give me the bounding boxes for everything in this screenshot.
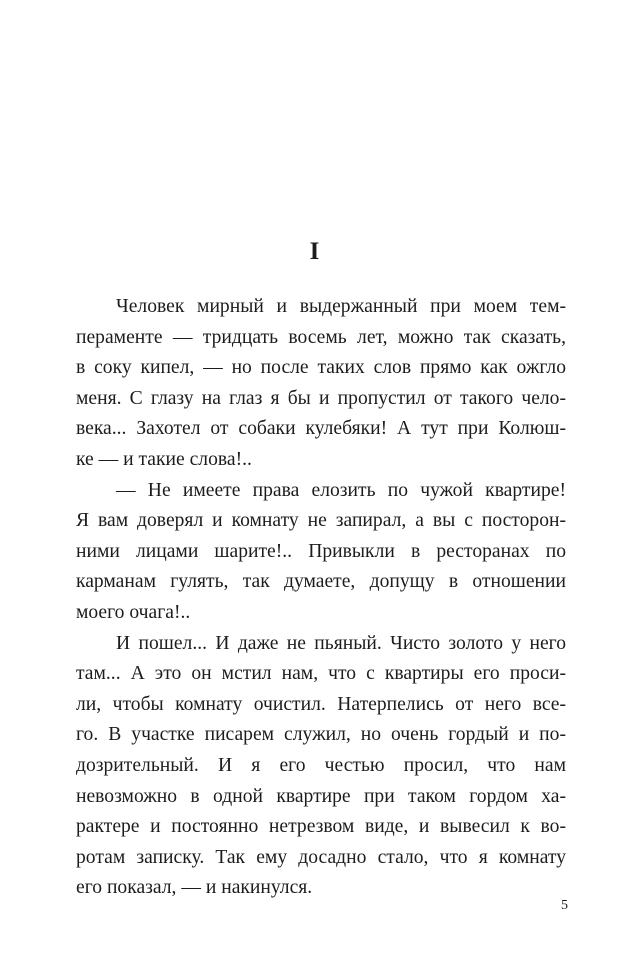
text-line: его показал, — и накинулся. [76, 877, 313, 899]
text-line: в соку кипел, — но после таких слов прямо как ожгло [76, 357, 566, 379]
text-line: века... Захотел от собаки кулебяки! А тут при Колюш- [76, 418, 566, 440]
text-line: — Не имеете права елозить по чужой квартире! [116, 479, 566, 501]
text-line: там... А это он мстил нам, что с квартиры его проси- [76, 663, 566, 685]
text-line: го. В участке писарем служил, но очень гордый и по- [76, 724, 566, 746]
text-line: меня. С глазу на глаз я бы и пропустил от такого чело- [76, 387, 566, 409]
text-line: ке — и такие слова!.. [76, 448, 252, 470]
text-line: ли, чтобы комнату очистил. Натерпелись от него все- [76, 693, 566, 715]
text-line: пераменте — тридцать восемь лет, можно так сказать, [76, 326, 566, 348]
text-line: ротам записку. Так ему досадно стало, что я комнату [76, 846, 566, 868]
text-line: Я вам доверял и комнату не запирал, а вы с посторон- [76, 510, 566, 532]
text-line: моего очага!.. [76, 601, 191, 623]
text-line: ними лицами шарите!.. Привыкли в ресторанах по [76, 540, 566, 562]
chapter-heading: I [309, 238, 320, 265]
text-line: дозрительный. И я его честью просил, что нам [76, 754, 566, 776]
text-line: невозможно в одной квартире при таком гордом ха- [76, 785, 566, 807]
text-line: Человек мирный и выдержанный при моем тем- [116, 296, 566, 317]
text-line: рактере и постоянно нетрезвом виде, и вывесил к во- [76, 816, 566, 838]
text-line: И пошел... И даже не пьяный. Чисто золото у него [116, 632, 566, 654]
page-number: 5 [561, 898, 568, 913]
body-text [76, 292, 566, 904]
text-line: карманам гулять, так думаете, допущу в отношении [76, 571, 566, 593]
